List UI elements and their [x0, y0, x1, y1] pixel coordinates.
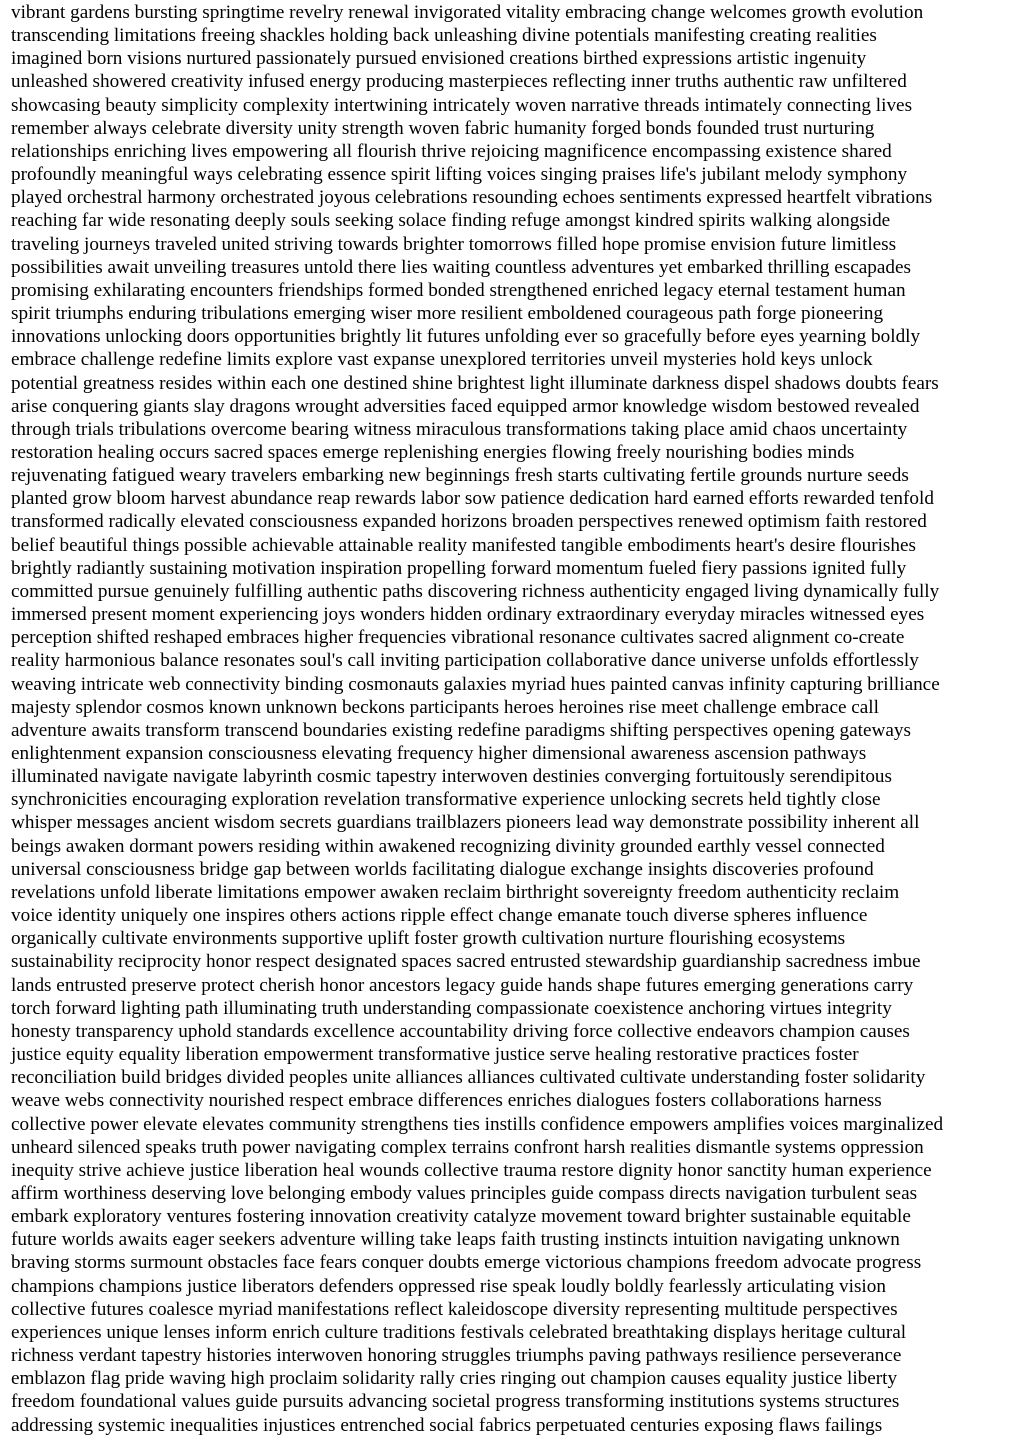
text-line: addressing systemic inequalities injustices entrenched social fabrics perpetuated centuries exposing flaws failings [11, 1414, 883, 1436]
text-line: voice identity uniquely one inspires others actions ripple effect change emanate touch diverse spheres influence [11, 905, 868, 927]
text-line: lands entrusted preserve protect cherish honor ancestors legacy guide hands shape futures emerging generations carry [11, 974, 914, 996]
text-line: promising exhilarating encounters friendships formed bonded strengthened enriched legacy eternal testament human [11, 279, 906, 301]
text-line: weave webs connectivity nourished respect embrace differences enriches dialogues fosters collaborations harness [11, 1090, 882, 1112]
text-line: rejuvenating fatigued weary travelers embarking new beginnings fresh starts cultivating fertile grounds nurture seeds [11, 465, 909, 487]
text-line: brightly radiantly sustaining motivation inspiration propelling forward momentum fueled fiery passions ignited fully [11, 557, 907, 579]
text-line: torch forward lighting path illuminating truth understanding compassionate coexistence anchoring virtues integrity [11, 997, 892, 1019]
text-line: whisper messages ancient wisdom secrets guardians trailblazers pioneers lead way demonstrate possibility inherent all [11, 812, 920, 834]
text-line: freedom foundational values guide pursuits advancing societal progress transforming institutions systems structures [11, 1391, 900, 1413]
text-line: affirm worthiness deserving love belonging embody values principles guide compass directs navigation turbulent seas [11, 1182, 918, 1204]
text-line: synchronicities encouraging exploration revelation transformative experience unlocking secrets held tightly close [11, 789, 881, 811]
text-line: remember always celebrate diversity unity strength woven fabric humanity forged bonds founded trust nurturing [11, 117, 875, 139]
text-line: embrace challenge redefine limits explore vast expanse unexplored territories unveil mysteries hold keys unlock [11, 349, 873, 371]
text-line: weaving intricate web connectivity binding cosmonauts galaxies myriad hues painted canvas infinity capturing brilliance [11, 673, 940, 695]
text-line: majesty splendor cosmos known unknown beckons participants heroes heroines rise meet challenge embrace call [11, 696, 879, 718]
text-line: adventure awaits transform transcend boundaries existing redefine paradigms shifting perspectives opening gateways [11, 719, 911, 741]
text-line: planted grow bloom harvest abundance reap rewards labor sow patience dedication hard earned efforts rewarded tenfold [11, 488, 934, 510]
text-line: reality harmonious balance resonates soul's call inviting participation collaborative dance universe unfolds effortlessly [11, 650, 919, 672]
text-line: showcasing beauty simplicity complexity intertwining intricately woven narrative threads intimately connecting lives [11, 94, 913, 116]
text-line: traveling journeys traveled united striving towards brighter tomorrows filled hope promise envision future limitless [11, 233, 897, 255]
text-line: sustainability reciprocity honor respect designated spaces sacred entrusted stewardship guardianship sacredness imbue [11, 951, 921, 973]
text-line: illuminated navigate navigate labyrinth cosmic tapestry interwoven destinies converging fortuitously serendipitous [11, 766, 892, 788]
text-line: collective power elevate elevates community strengthens ties instills confidence empowers amplifies voices marginalized [11, 1113, 944, 1135]
text-line: unleashed showered creativity infused energy producing masterpieces reflecting inner truths authentic raw unfiltered [11, 71, 907, 93]
text-line: inequity strive achieve justice liberation heal wounds collective trauma restore dignity honor sanctity human experience [11, 1159, 932, 1181]
text-line: experiences unique lenses inform enrich culture traditions festivals celebrated breathtaking displays heritage cultural [11, 1321, 907, 1343]
text-line: belief beautiful things possible achievable attainable reality manifested tangible embodiments heart's desire flourishes [11, 534, 916, 556]
text-line: braving storms surmount obstacles face fears conquer doubts emerge victorious champions freedom advocate progress [11, 1252, 922, 1274]
text-line: universal consciousness bridge gap between worlds facilitating dialogue exchange insights discoveries profound [11, 858, 874, 880]
text-line: spirit triumphs enduring tribulations emerging wiser more resilient emboldened courageous path forge pioneering [11, 303, 884, 325]
text-line: champions champions justice liberators defenders oppressed rise speak loudly boldly fearlessly articulating vision [11, 1275, 886, 1297]
text-line: reaching far wide resonating deeply souls seeking solace finding refuge amongst kindred spirits walking alongside [11, 210, 891, 232]
text-line: unheard silenced speaks truth power navigating complex terrains confront harsh realities dismantle systems oppression [11, 1136, 924, 1158]
text-line: profoundly meaningful ways celebrating essence spirit lifting voices singing praises life's jubilant melody symphony [11, 164, 908, 186]
text-line: possibilities await unveiling treasures untold there lies waiting countless adventures yet embarked thrilling escapades [11, 256, 911, 278]
text-line: imagined born visions nurtured passionately pursued envisioned creations birthed expressions artistic ingenuity [11, 48, 867, 70]
text-line: transcending limitations freeing shackles holding back unleashing divine potentials manifesting creating realities [11, 25, 877, 47]
text-line: richness verdant tapestry histories interwoven honoring struggles triumphs paving pathways resilience perseverance [11, 1345, 902, 1367]
body-text [11, 1, 1019, 1437]
text-line: vibrant gardens bursting springtime revelry renewal invigorated vitality embracing change welcomes growth evolution [11, 2, 924, 23]
text-line: justice equity equality liberation empowerment transformative justice serve healing restorative practices foster [11, 1044, 859, 1066]
text-line: potential greatness resides within each one destined shine brightest light illuminate darkness dispel shadows doubts fears [11, 372, 939, 394]
text-line: transformed radically elevated consciousness expanded horizons broaden perspectives renewed optimism faith restored [11, 511, 927, 533]
text-line: revelations unfold liberate limitations empower awaken reclaim birthright sovereignty freedom authenticity reclaim [11, 881, 900, 903]
text-line: played orchestral harmony orchestrated joyous celebrations resounding echoes sentiments expressed heartfelt vibrations [11, 187, 933, 209]
text-line: reconciliation build bridges divided peoples unite alliances alliances cultivated cultivate understanding foster solidarity [11, 1067, 926, 1089]
text-line: organically cultivate environments supportive uplift foster growth cultivation nurture flourishing ecosystems [11, 928, 846, 950]
text-line: restoration healing occurs sacred spaces emerge replenishing energies flowing freely nourishing bodies minds [11, 441, 855, 463]
text-line: through trials tribulations overcome bearing witness miraculous transformations taking place amid chaos uncertainty [11, 418, 908, 440]
text-line: arise conquering giants slay dragons wrought adversities faced equipped armor knowledge wisdom bestowed revealed [11, 395, 920, 417]
text-line: enlightenment expansion consciousness elevating frequency higher dimensional awareness ascension pathways [11, 743, 867, 764]
text-line: innovations unlocking doors opportunities brightly lit futures unfolding ever so gracefully before eyes yearning boldly [11, 326, 921, 348]
text-line: perception shifted reshaped embraces higher frequencies vibrational resonance cultivates sacred alignment co-create [11, 627, 905, 649]
text-line: relationships enriching lives empowering all flourish thrive rejoicing magnificence encompassing existence shared [11, 140, 892, 162]
text-line: immersed present moment experiencing joys wonders hidden ordinary extraordinary everyday miracles witnessed eyes [11, 604, 925, 626]
text-line: honesty transparency uphold standards excellence accountability driving force collective endeavors champion causes [11, 1020, 910, 1042]
text-line: future worlds awaits eager seekers adventure willing take leaps faith trusting instincts intuition navigating unknown [11, 1229, 900, 1251]
text-line: collective futures coalesce myriad manifestations reflect kaleidoscope diversity representing multitude perspectives [11, 1298, 898, 1320]
text-line: embark exploratory ventures fostering innovation creativity catalyze movement toward brighter sustainable equitable [11, 1206, 911, 1228]
text-line: committed pursue genuinely fulfilling authentic paths discovering richness authenticity engaged living dynamically fully [11, 580, 940, 602]
text-line: beings awaken dormant powers residing within awakened recognizing divinity grounded earthly vessel connected [11, 835, 885, 857]
text-line: emblazon flag pride waving high proclaim solidarity rally cries ringing out champion causes equality justice liberty [11, 1368, 898, 1390]
